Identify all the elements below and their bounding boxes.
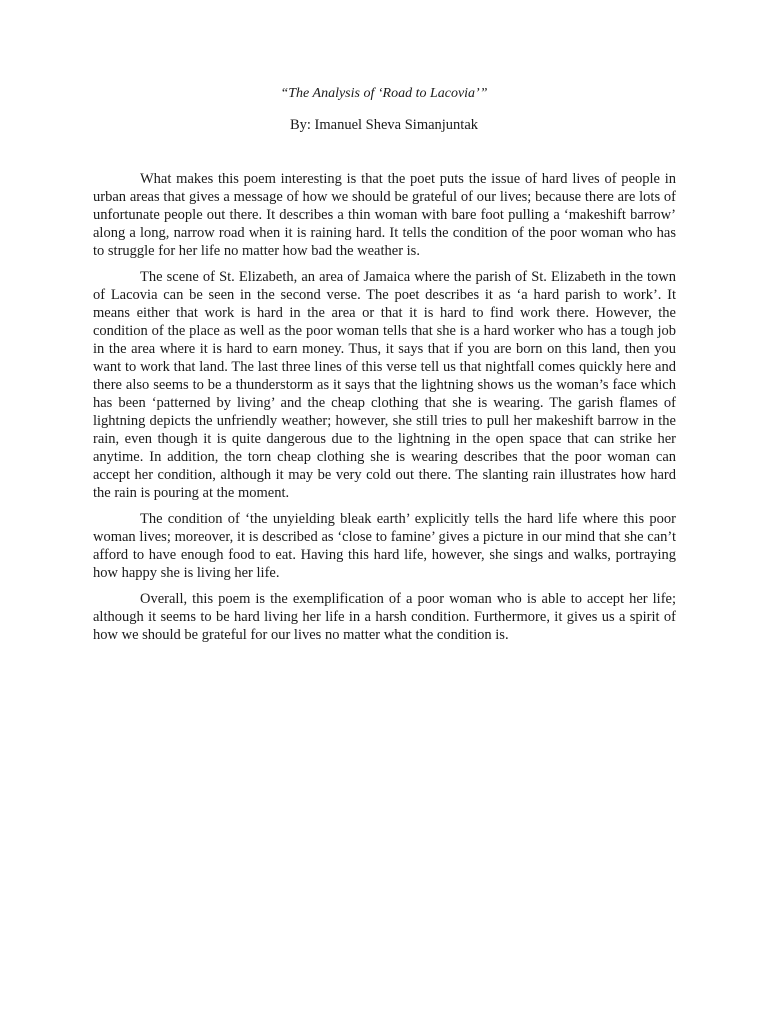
paragraph-1: What makes this poem interesting is that the poet puts the issue of hard lives of people in urban areas that gives a message of how we should be grateful of our lives; because there are lots of unfortunate people out there. It describes a thin woman with bare foot pulling a ‘makeshift barrow’ along a long, narrow road when it is raining hard. It tells the condition of the poor woman who has to struggle for her life no matter how bad the weather is. (93, 171, 676, 259)
document-body (93, 170, 676, 652)
paragraph-4: Overall, this poem is the exemplification of a poor woman who is able to accept her life; although it seems to be hard living her life in a harsh condition. Furthermore, it gives us a spirit of how we should be grateful for our lives no matter what the condition is. (93, 591, 676, 643)
paragraph-2: The scene of St. Elizabeth, an area of Jamaica where the parish of St. Elizabeth in the town of Lacovia can be seen in the second verse. The poet describes it as ‘a hard parish to work’. It means either that work is hard in the area or that it is hard to find work there. However, the condition of the place as well as the poor woman tells that she is a hard worker who has a tough job in the area where it is hard to earn money. Thus, it says that if you are born on this land, then you want to work that land. The last three lines of this verse tell us that nightfall comes quickly here and there also seems to be a thunderstorm as it says that the lightning shows us the woman’s face which has been ‘patterned by living’ and the cheap clothing that she is wearing. The garish flames of lightning depicts the unfriendly weather; however, she still tries to pull her makeshift barrow in the rain, even though it is quite dangerous due to the lightning in the open space that can strike her anytime. In addition, the torn cheap clothing she is wearing describes that the poor woman can accept her condition, although it may be very cold out there. The slanting rain illustrates how hard the rain is pouring at the moment. (93, 269, 676, 501)
document-title: “The Analysis of ‘Road to Lacovia’” (280, 86, 488, 101)
document-author: By: Imanuel Sheva Simanjuntak (289, 117, 479, 133)
paragraph-3: The condition of ‘the unyielding bleak earth’ explicitly tells the hard life where this poor woman lives; moreover, it is described as ‘close to famine’ gives a picture in our mind that she can’t afford to have enough food to eat. Having this hard life, however, she sings and walks, portraying how happy she is living her life. (93, 511, 676, 581)
